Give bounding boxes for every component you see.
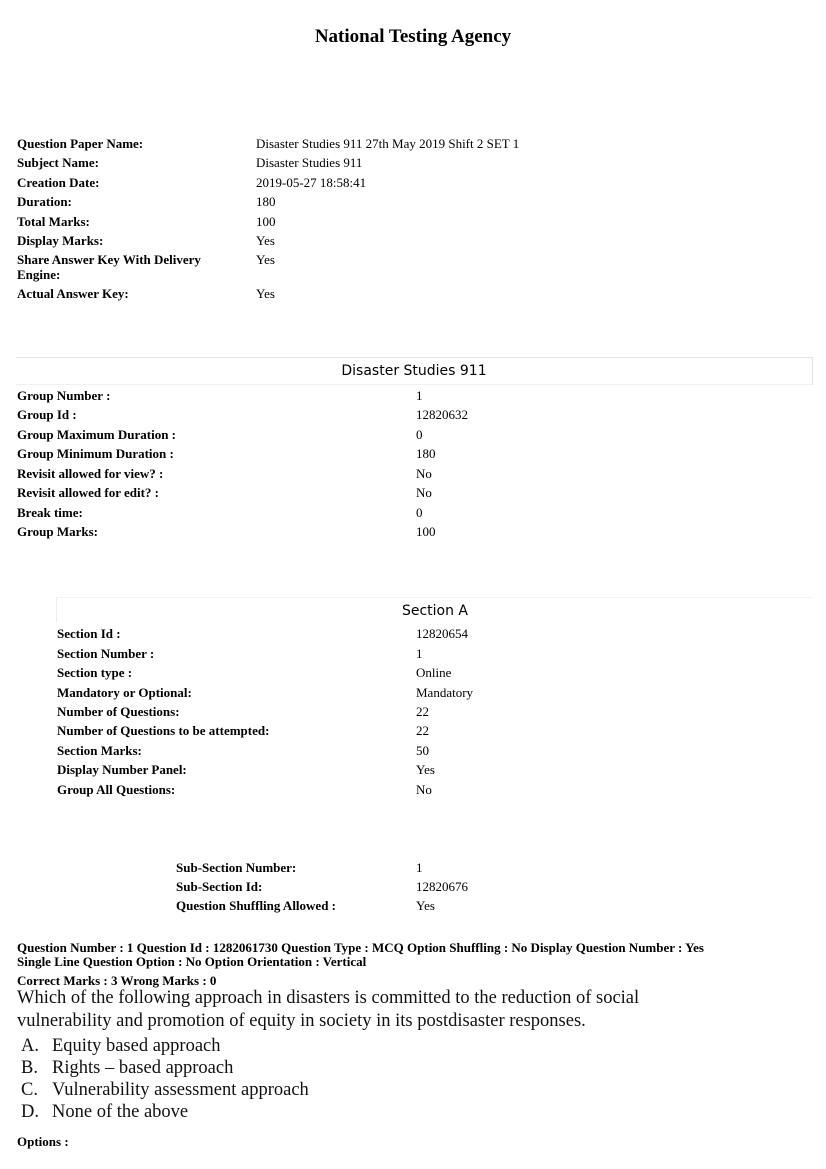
total-marks-label: Total Marks: (17, 214, 90, 229)
revisit-view-label: Revisit allowed for view? : (17, 466, 164, 481)
option-d-letter: D. (21, 1102, 39, 1122)
display-number-panel-label: Display Number Panel: (57, 762, 187, 777)
number-of-questions-value: 22 (416, 704, 429, 719)
group-id-value: 12820632 (416, 407, 468, 422)
question-meta-line-1: Question Number : 1 Question Id : 1282061730 Question Type : MCQ Option Shuffling : No Display Question Number : Yes (17, 940, 704, 955)
question-text-line-1: Which of the following approach in disasters is committed to the reduction of social (17, 988, 640, 1008)
revisit-edit-value: No (416, 485, 432, 500)
group-number-value: 1 (416, 388, 423, 403)
section-type-value: Online (416, 665, 452, 680)
option-c (21, 1079, 309, 1101)
duration-label: Duration: (17, 194, 72, 209)
share-answer-key-value: Yes (256, 252, 275, 267)
option-c-letter: C. (21, 1080, 38, 1100)
total-marks-value: 100 (256, 214, 276, 229)
subject-name-label: Subject Name: (17, 155, 99, 170)
group-all-questions-value: No (416, 782, 432, 797)
question-text-line-2: vulnerability and promotion of equity in society in its postdisaster responses. (17, 1011, 586, 1031)
subsection-id-label: Sub-Section Id: (176, 879, 263, 894)
section-id-label: Section Id : (57, 626, 121, 641)
option-b-letter: B. (21, 1058, 38, 1078)
section-marks-value: 50 (416, 743, 429, 758)
option-a-text: Equity based approach (52, 1036, 221, 1056)
question-shuffling-label: Question Shuffling Allowed : (176, 898, 337, 913)
option-b-text: Rights – based approach (52, 1058, 234, 1078)
option-d (21, 1101, 188, 1123)
questions-to-attempt-value: 22 (416, 723, 429, 738)
section-banner: Section A (56, 597, 813, 622)
group-min-duration-value: 180 (416, 446, 436, 461)
display-number-panel-value: Yes (416, 762, 435, 777)
share-answer-key-label: Share Answer Key With Delivery Engine: (17, 252, 201, 282)
subsection-number-value: 1 (416, 860, 423, 875)
actual-answer-key-value: Yes (256, 286, 275, 301)
group-number-label: Group Number : (17, 388, 111, 403)
subsection-id-value: 12820676 (416, 879, 468, 894)
group-max-duration-label: Group Maximum Duration : (17, 427, 177, 442)
paper-name-label: Question Paper Name: (17, 136, 144, 151)
option-c-text: Vulnerability assessment approach (52, 1080, 309, 1100)
section-number-value: 1 (416, 646, 423, 661)
group-marks-value: 100 (416, 524, 436, 539)
options-label: Options : (17, 1134, 69, 1149)
section-id-value: 12820654 (416, 626, 468, 641)
section-marks-label: Section Marks: (57, 743, 142, 758)
group-all-questions-label: Group All Questions: (57, 782, 176, 797)
creation-date-label: Creation Date: (17, 175, 100, 190)
option-a (21, 1035, 221, 1057)
group-marks-label: Group Marks: (17, 524, 99, 539)
display-marks-value: Yes (256, 233, 275, 248)
creation-date-value: 2019-05-27 18:58:41 (256, 175, 367, 190)
option-d-text: None of the above (52, 1102, 189, 1122)
group-id-label: Group Id : (17, 407, 77, 422)
questions-to-attempt-label: Number of Questions to be attempted: (57, 723, 270, 738)
option-a-letter: A. (21, 1036, 39, 1056)
page-title: National Testing Agency (314, 26, 512, 47)
group-min-duration-label: Group Minimum Duration : (17, 446, 174, 461)
actual-answer-key-label: Actual Answer Key: (17, 286, 129, 301)
section-number-label: Section Number : (57, 646, 155, 661)
option-b (21, 1057, 233, 1079)
group-banner: Disaster Studies 911 (16, 357, 813, 385)
revisit-view-value: No (416, 466, 432, 481)
revisit-edit-label: Revisit allowed for edit? : (17, 485, 160, 500)
duration-value: 180 (256, 194, 276, 209)
group-max-duration-value: 0 (416, 427, 423, 442)
paper-name-value: Disaster Studies 911 27th May 2019 Shift 2 SET 1 (256, 136, 520, 151)
question-meta-line-2: Single Line Question Option : No Option Orientation : Vertical (17, 954, 367, 969)
question-shuffling-value: Yes (416, 898, 435, 913)
display-marks-label: Display Marks: (17, 233, 104, 248)
section-type-label: Section type : (57, 665, 133, 680)
mandatory-optional-value: Mandatory (416, 685, 474, 700)
subject-name-value: Disaster Studies 911 (256, 155, 363, 170)
mandatory-optional-label: Mandatory or Optional: (57, 685, 192, 700)
subsection-number-label: Sub-Section Number: (176, 860, 297, 875)
break-time-value: 0 (416, 505, 423, 520)
question-marks: Correct Marks : 3 Wrong Marks : 0 (17, 973, 217, 988)
break-time-label: Break time: (17, 505, 83, 520)
number-of-questions-label: Number of Questions: (57, 704, 180, 719)
